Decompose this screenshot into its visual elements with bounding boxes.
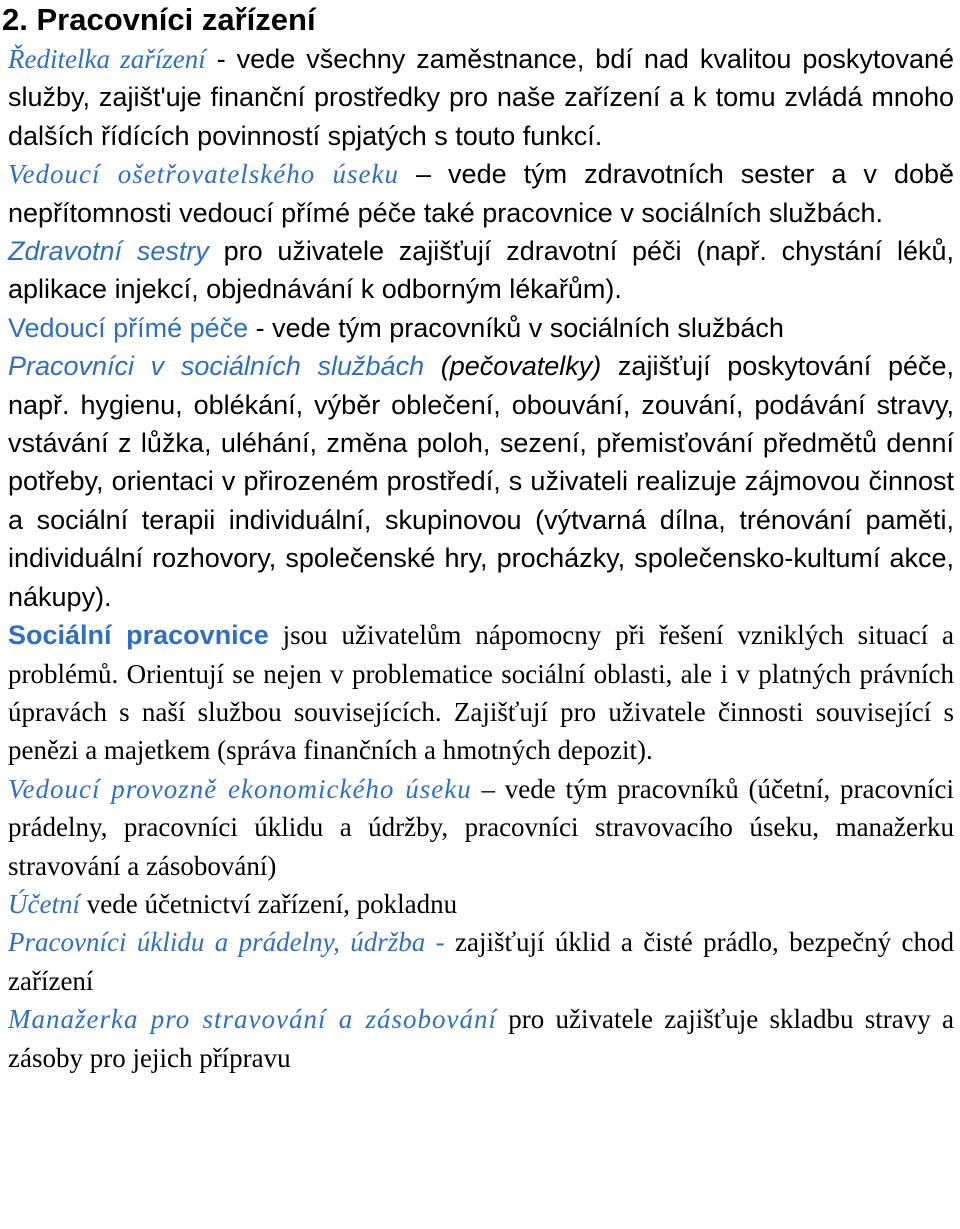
paragraph-catering-manager-text: pro uživatele zajišťuje skladbu stravy a zásoby pro jejich přípravu: [8, 1004, 955, 1073]
paragraph-cleaning-laundry: [8, 923, 954, 1000]
paragraph-director: [8, 40, 954, 155]
role-nurses: Zdravotní sestry: [8, 236, 209, 267]
role-director: Ředitelka zařízení: [8, 44, 206, 74]
role-accountant: Účetní: [8, 888, 80, 919]
role-catering-manager: Manažerka pro stravování a zásobování: [8, 1004, 498, 1035]
paragraph-nurses: [8, 232, 954, 309]
paragraph-nursing-head: [8, 155, 954, 232]
role-social-care-workers-note: (pečovatelky): [424, 351, 602, 382]
paragraph-catering-manager: [8, 1000, 954, 1077]
paragraph-director-text: - vede všechny zaměstnance, bdí nad kvalitou poskytované služby, zajišt'uje finanční prostředky pro naše zařízení a k tomu zvládá mnoho dalších řídících povinností spjatých s touto funkcí.: [8, 44, 954, 151]
role-cleaning-laundry: Pracovníci úklidu a prádelny, údržba -: [8, 927, 445, 958]
document-page: [2, 0, 955, 1077]
paragraph-nurses-text: pro uživatele zajišťují zdravotní péči (např. chystání léků, aplikace injekcí, objednávání k odborným lékařům).: [8, 236, 954, 305]
role-nursing-head: Vedoucí ošetřovatelského úseku: [8, 159, 399, 190]
paragraph-operations-head-text: – vede tým pracovníků (účetní, pracovníci prádelny, pracovníci úklidu a údržby, pracovníci stravovacího úseku, manažerku stravování a zásobování): [8, 773, 954, 881]
role-social-care-workers: Pracovníci v sociálních službách: [8, 351, 425, 382]
section-title: 2. Pracovníci zařízení: [2, 2, 316, 37]
paragraph-cleaning-laundry-text: zajišťují úklid a čisté prádlo, bezpečný chod zařízení: [8, 927, 954, 996]
paragraph-care-head: [8, 309, 954, 347]
paragraph-social-care-workers-text: zajišťují poskytování péče, např. hygienu, oblékání, výběr oblečení, obouvání, zouvání, podávání stravy, vstávání z lůžka, uléhání, změna poloh, sezení, přemisťování předmětů denní potřeby, orientaci v přirozeném prostředí, s uživateli realizuje zájmovou činnost a sociální terapii individuální, skupinovou (výtvarná dílna, trénování paměti, individuální rozhovory, společenské hry, procházky, společensko-kultumí akce, nákupy).: [8, 351, 954, 612]
role-social-worker: Sociální pracovnice: [8, 620, 269, 651]
paragraph-nursing-head-text: – vede tým zdravotních sester a v době nepřítomnosti vedoucí přímé péče také pracovnice v sociálních službách.: [8, 159, 955, 228]
paragraph-care-head-text: - vede tým pracovníků v sociálních službách: [248, 312, 784, 343]
paragraph-accountant-text: vede účetnictví zařízení, pokladnu: [79, 888, 458, 919]
paragraph-accountant: [8, 885, 954, 923]
role-operations-head: Vedoucí provozně ekonomického úseku: [8, 773, 472, 804]
role-care-head: Vedoucí přímé péče: [8, 312, 249, 343]
paragraph-social-workers-care: [8, 347, 954, 616]
paragraph-social-worker-text: jsou uživatelům nápomocny při řešení vzniklých situací a problémů. Orientují se nejen v problematice sociální oblasti, ale i v platných právních úpravách s naší službou souvisejících. Zajišťují pro uživatele činnosti související s penězi a majetkem (správa finančních a hmotných depozit).: [8, 620, 954, 766]
paragraph-operations-head: [8, 770, 954, 885]
paragraph-social-worker: [8, 616, 954, 770]
